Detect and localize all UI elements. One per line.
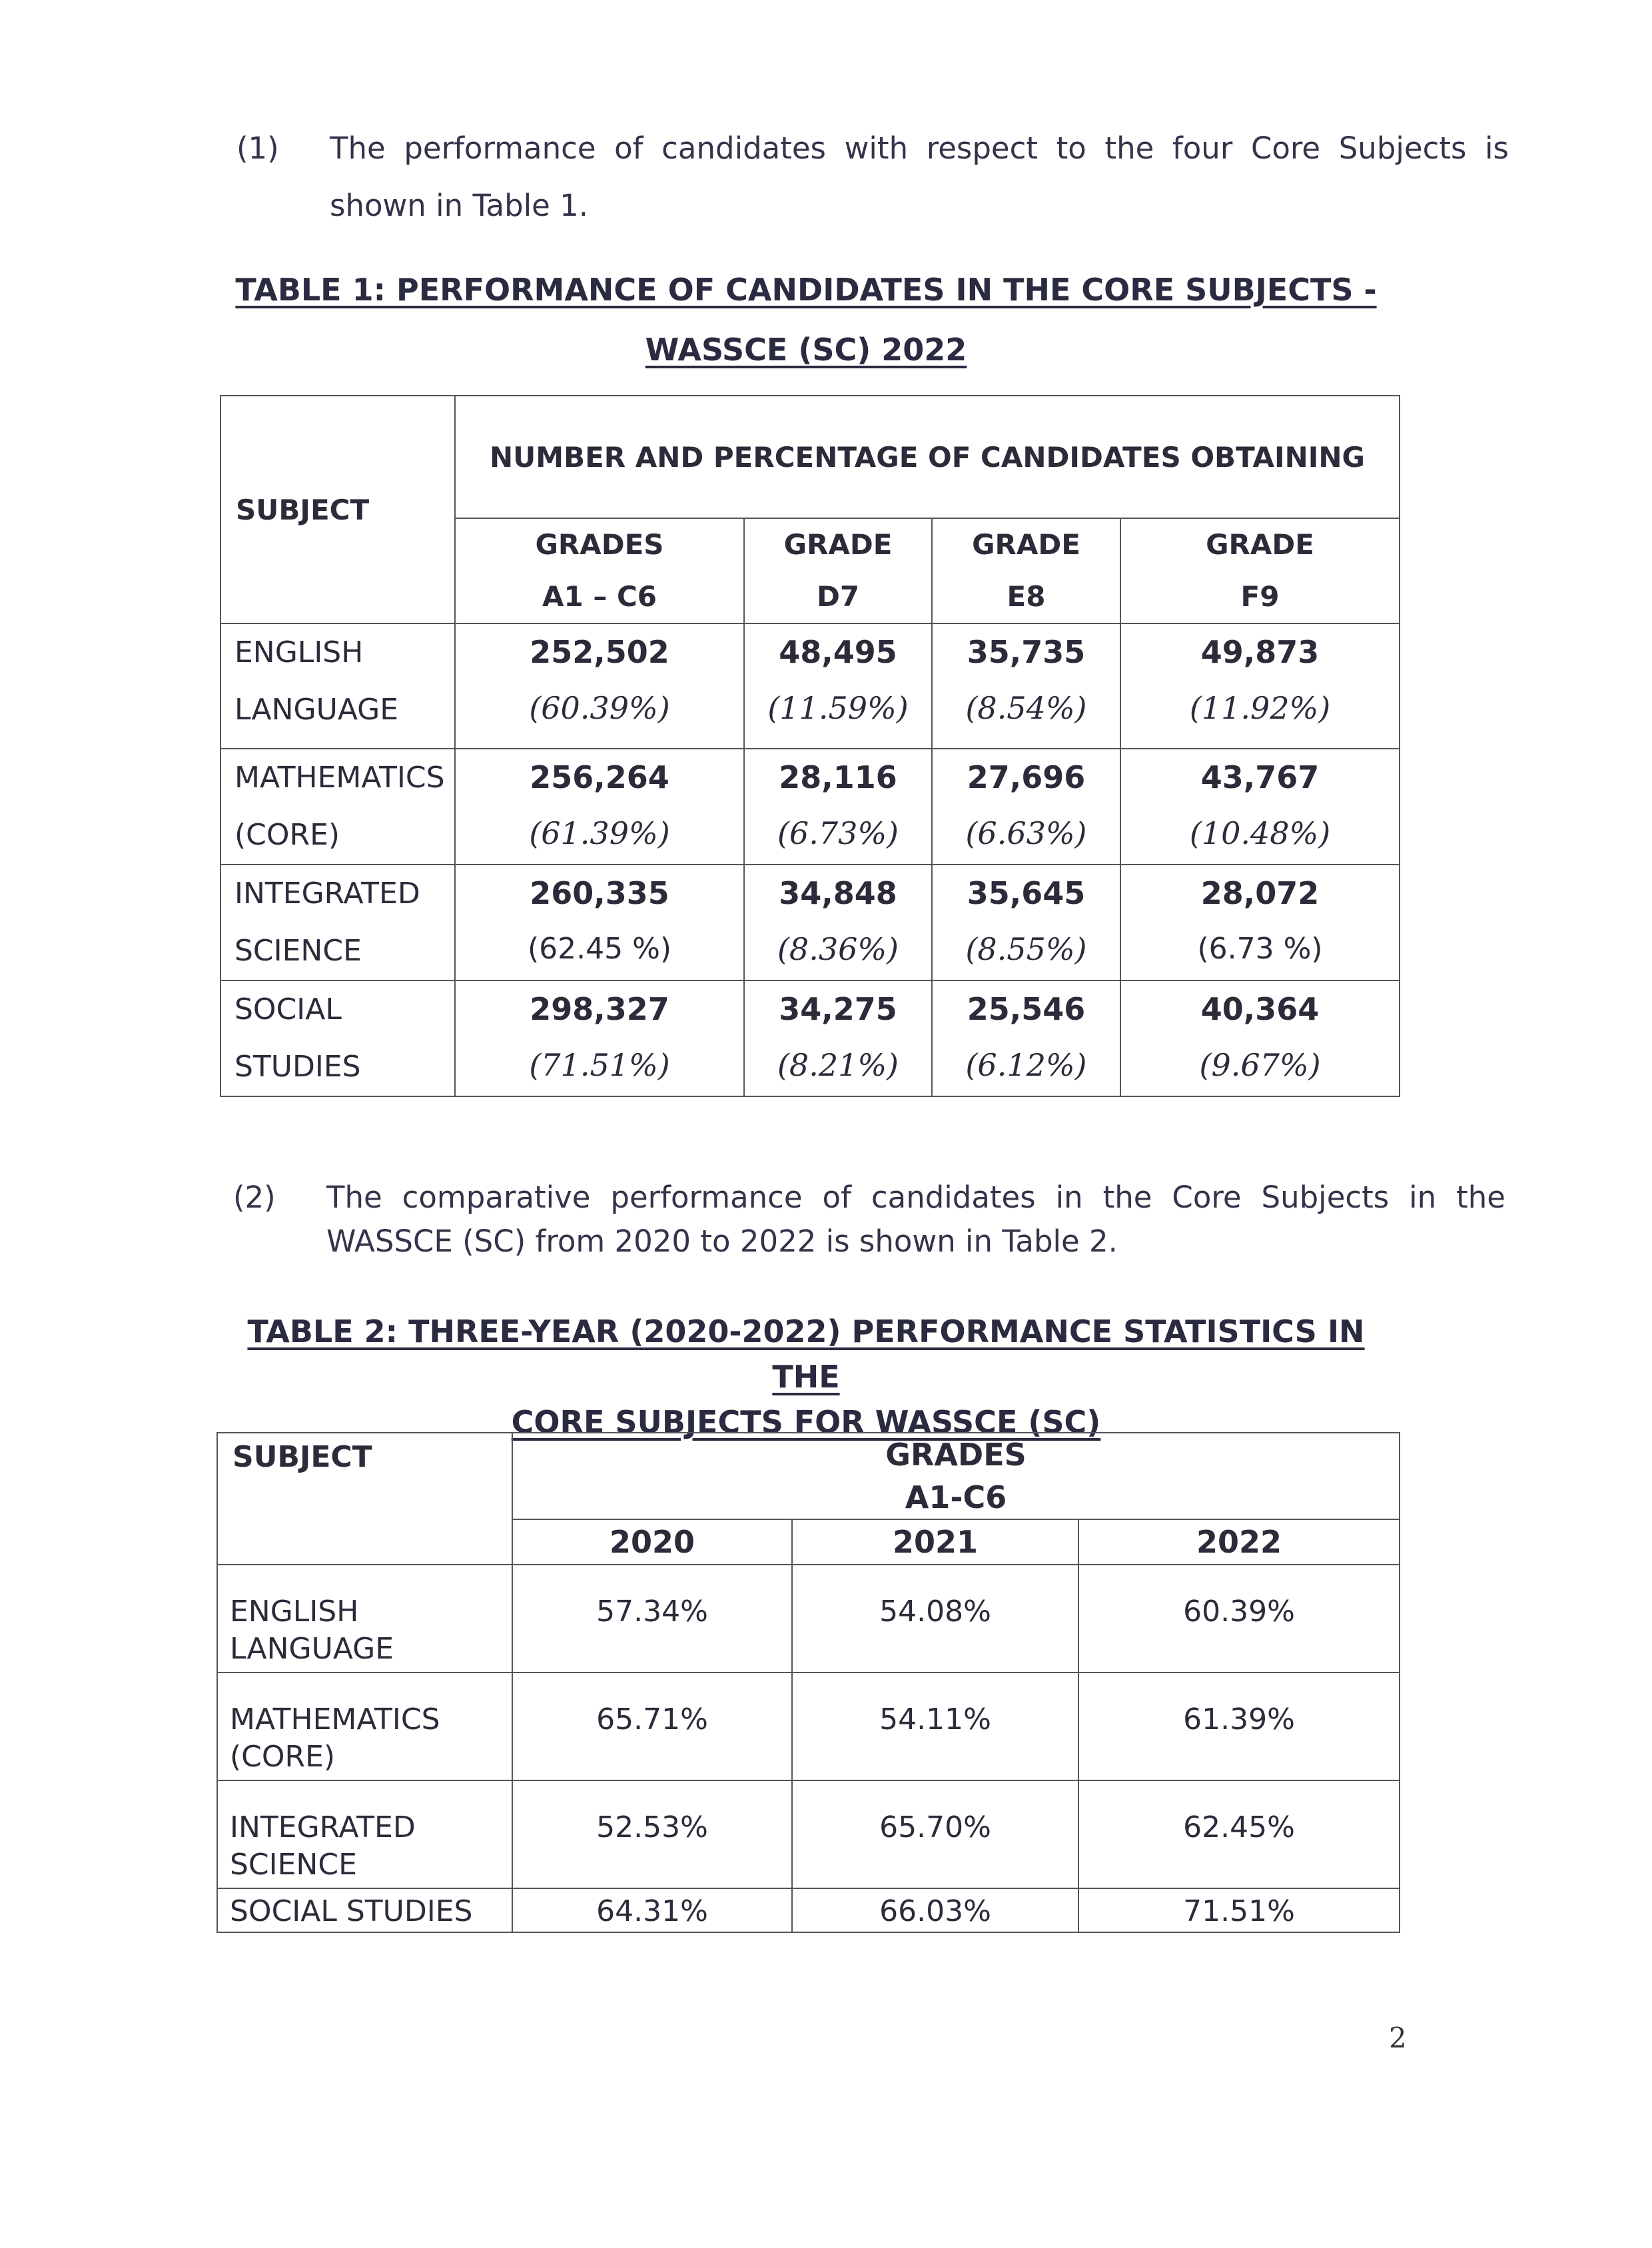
table-cell: 35,735 (8.54%) (932, 623, 1120, 749)
table-row (217, 1888, 1400, 1932)
table-cell: 43,767 (10.48%) (1120, 749, 1400, 865)
table-cell: 54.11% (792, 1673, 1078, 1780)
table-2-title (220, 1309, 1392, 1445)
row-header: INTEGRATED SCIENCE (220, 865, 455, 980)
paragraph-text: The comparative performance of candidates in the Core Subjects in the WASSCE (SC) from 2020 to 2022 is shown in Table 2. (326, 1180, 1505, 1259)
table-row (217, 1565, 1400, 1673)
row-header: INTEGRATED SCIENCE (217, 1780, 512, 1888)
paragraph-2 (233, 1176, 1505, 1269)
table-cell: 260,335 (62.45 %) (455, 865, 744, 980)
column-header-group: NUMBER AND PERCENTAGE OF CANDIDATES OBTAINING (455, 396, 1400, 518)
table-row (217, 1673, 1400, 1780)
row-header: SOCIAL STUDIES (220, 980, 455, 1096)
table-cell: 252,502 (60.39%) (455, 623, 744, 749)
table-2 (216, 1432, 1400, 1933)
table-cell: 62.45% (1078, 1780, 1400, 1888)
table-row (220, 623, 1400, 749)
table-row (220, 749, 1400, 865)
table-1 (220, 395, 1400, 1097)
column-header-group: GRADES A1-C6 (512, 1433, 1400, 1519)
table-cell: 54.08% (792, 1565, 1078, 1673)
table-cell: 66.03% (792, 1888, 1078, 1932)
table-cell: 52.53% (512, 1780, 792, 1888)
table-cell: 298,327 (71.51%) (455, 980, 744, 1096)
paragraph-text: The performance of candidates with respect to the four Core Subjects is shown in Table 1. (330, 131, 1509, 223)
table-cell: 48,495 (11.59%) (744, 623, 932, 749)
column-header-year: 2022 (1078, 1519, 1400, 1565)
table-cell: 28,072 (6.73 %) (1120, 865, 1400, 980)
row-header: MATHEMATICS (CORE) (220, 749, 455, 865)
table-cell: 25,546 (6.12%) (932, 980, 1120, 1096)
table-title-line: WASSCE (SC) 2022 (645, 332, 967, 368)
table-cell: 60.39% (1078, 1565, 1400, 1673)
paragraph-1 (236, 120, 1509, 240)
column-header-subject: SUBJECT (220, 396, 455, 623)
row-header: ENGLISH LANGUAGE (217, 1565, 512, 1673)
table-cell: 35,645 (8.55%) (932, 865, 1120, 980)
table-cell: 34,848 (8.36%) (744, 865, 932, 980)
column-header: GRADES A1 – C6 (455, 518, 744, 623)
table-row (217, 1780, 1400, 1888)
table-cell: 28,116 (6.73%) (744, 749, 932, 865)
table-title-line: TABLE 1: PERFORMANCE OF CANDIDATES IN THE CORE SUBJECTS - (235, 272, 1377, 308)
table-cell: 34,275 (8.21%) (744, 980, 932, 1096)
column-header-subject: SUBJECT (217, 1433, 512, 1565)
table-cell: 57.34% (512, 1565, 792, 1673)
table-cell: 27,696 (6.63%) (932, 749, 1120, 865)
column-header: GRADE D7 (744, 518, 932, 623)
row-header: ENGLISH LANGUAGE (220, 623, 455, 749)
page-number: 2 (1389, 2022, 1407, 2054)
table-row (220, 865, 1400, 980)
row-header: MATHEMATICS (CORE) (217, 1673, 512, 1780)
paragraph-number: (1) (236, 131, 279, 166)
table-cell: 71.51% (1078, 1888, 1400, 1932)
table-cell: 65.71% (512, 1673, 792, 1780)
column-header: GRADE F9 (1120, 518, 1400, 623)
column-header-year: 2021 (792, 1519, 1078, 1565)
table-1-title (220, 260, 1392, 380)
paragraph-number: (2) (233, 1180, 276, 1215)
table-cell: 256,264 (61.39%) (455, 749, 744, 865)
row-header: SOCIAL STUDIES (217, 1888, 512, 1932)
column-header: GRADE E8 (932, 518, 1120, 623)
table-title-line: CORE SUBJECTS FOR WASSCE (SC) (511, 1404, 1101, 1440)
table-cell: 64.31% (512, 1888, 792, 1932)
column-header-year: 2020 (512, 1519, 792, 1565)
table-row (220, 980, 1400, 1096)
table-cell: 49,873 (11.92%) (1120, 623, 1400, 749)
table-cell: 40,364 (9.67%) (1120, 980, 1400, 1096)
table-cell: 61.39% (1078, 1673, 1400, 1780)
table-title-line: TABLE 2: THREE-YEAR (2020-2022) PERFORMANCE STATISTICS IN THE (247, 1313, 1365, 1395)
table-cell: 65.70% (792, 1780, 1078, 1888)
